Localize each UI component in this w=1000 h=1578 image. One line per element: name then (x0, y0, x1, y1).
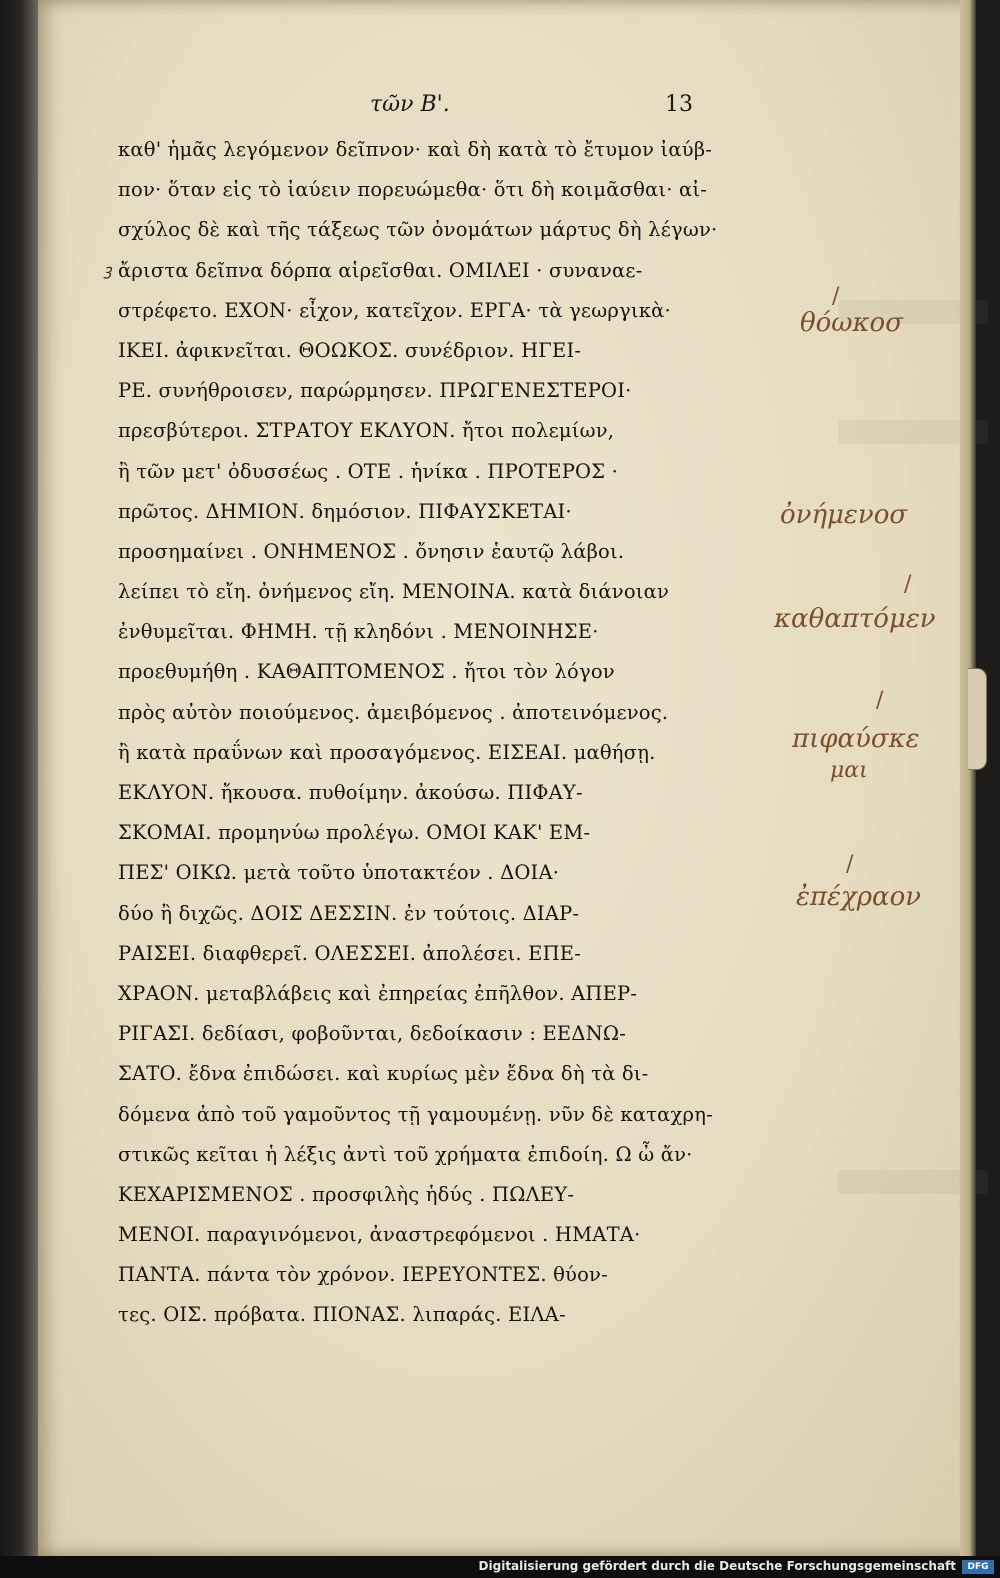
text-line: ΡΕ. συνήθροισεν, παρώρμησεν. ΠΡΩΓΕΝΕΣΤΕΡΟΙ· (118, 379, 632, 403)
text-line: ΚΕΧΑΡΙΣΜΕΝΟΣ . προσφιλὴς ἡδύς . ΠΩΛΕΥ- (118, 1182, 575, 1206)
marginal-accent: / (876, 688, 884, 713)
text-line: πρὸς αὐτὸν ποιούμενος. ἀμειβόμενος . ἀποτεινόμενος. (118, 700, 669, 724)
text-line: δόμενα ἀπὸ τοῦ γαμοῦντος τῇ γαμουμένῃ. νῦν δὲ καταχρη- (118, 1102, 713, 1126)
funding-credit: Digitalisierung gefördert durch die Deutsche Forschungsgemeinschaft (478, 1559, 956, 1573)
marginal-note: μαι (830, 758, 868, 783)
page-number: 13 (665, 92, 693, 117)
text-line: ΣΚΟΜΑΙ. προμηνύω προλέγω. ΟΜΟΙ ΚΑΚ' ΕΜ- (118, 821, 591, 845)
text-line: ΣΑΤΟ. ἔδνα ἐπιδώσει. καὶ κυρίως μὲν ἔδνα δὴ τὰ δι- (118, 1062, 649, 1086)
text-line: προεθυμήθη . ΚΑΘΑΠΤΟΜΕΝΟΣ . ἤτοι τὸν λόγον (118, 660, 615, 684)
text-line: λείπει τὸ εἴη. ὀνήμενος εἴη. ΜΕΝΟΙΝΑ. κατὰ διάνοιαν (118, 580, 670, 604)
marginal-note: ἐπέχραον (796, 882, 922, 912)
text-line: δύο ἢ διχῶς. ΔΟΙΣ ΔΕΣΣΙΝ. ἐν τούτοις. ΔΙΑΡ- (118, 901, 580, 925)
text-line: ἢ κατὰ πραΰνων καὶ προσαγόμενος. ΕΙΣΕΑΙ. μαθήσῃ. (118, 740, 656, 764)
text-line: ΠΑΝΤΑ. πάντα τὸν χρόνον. ΙΕΡΕΥΟΝΤΕΣ. θύον- (118, 1263, 608, 1287)
text-line: ΕΚΛΥΟΝ. ἤκουσα. πυθοίμην. ἀκούσω. ΠΙΦΑΥ- (118, 781, 583, 804)
running-head (100, 92, 780, 128)
page-fore-edge (960, 0, 976, 1556)
text-line: πρῶτος. ΔΗΜΙΟΝ. δημόσιον. ΠΙΦΑΥΣΚΕΤΑΙ· (118, 499, 572, 523)
marginal-note: πιφαύσκε (792, 724, 920, 754)
text-line: ἄριστα δεῖπνα δόρπα αἱρεῖσθαι. ΟΜΙΛΕΙ · συναναε- (118, 258, 643, 282)
marginal-accent: / (832, 284, 840, 309)
text-line: στικῶς κεῖται ἡ λέξις ἀντὶ τοῦ χρήματα ἐπιδοίη. Ω ὦ ἄν· (118, 1142, 693, 1166)
footer-bar (0, 1556, 1000, 1578)
page-tab (968, 668, 987, 770)
text-line: ἐνθυμεῖται. ΦΗΜΗ. τῇ κληδόνι . ΜΕΝΟΙΝΗΣΕ· (118, 620, 599, 644)
marginal-note: θόωκοσ (800, 308, 903, 338)
text-line: πον· ὅταν εἰς τὸ ἰαύειν πορευώμεθα· ὅτι δὴ κοιμᾶσθαι· αἰ- (118, 178, 708, 202)
text-line: ΡΑΙΣΕΙ. διαφθερεῖ. ΟΛΕΣΣΕΙ. ἀπολέσει. ΕΠΕ- (118, 941, 582, 965)
text-line: πρεσβύτεροι. ΣΤΡΑΤΟΥ ΕΚΛΥΟΝ. ἤτοι πολεμίων, (118, 419, 615, 443)
text-line: ἢ τῶν μετ' ὀδυσσέως . ΟΤΕ . ἡνίκα . ΠΡΟΤΕΡΟΣ · (118, 459, 619, 483)
marginal-note: ὀνήμενοσ (780, 500, 908, 530)
text-line: ΜΕΝΟΙ. παραγινόμενοι, ἀναστρεφόμενοι . ΗΜΑΤΑ· (118, 1223, 641, 1247)
text-line: ΠΕΣ' ΟΙΚΩ. μετὰ τοῦτο ὑποτακτέον . ΔΟΙΑ· (118, 861, 560, 885)
text-line: τες. ΟΙΣ. πρόβατα. ΠΙΟΝΑΣ. λιπαράς. ΕΙΛΑ- (118, 1303, 566, 1327)
marginal-note: καθαπτόμεν (774, 604, 936, 634)
dfg-logo: DFG (962, 1560, 994, 1574)
margin-line-marker: ꝫ (104, 261, 112, 279)
text-line: ΙΚΕΙ. ἀφικνεῖται. ΘΟΩΚΟΣ. συνέδριον. ΗΓΕΙ- (118, 338, 582, 362)
text-column (118, 130, 788, 1336)
running-title: τῶν Β'. (370, 92, 450, 117)
marginal-accent: / (846, 852, 854, 877)
text-line: προσημαίνει . ΟΝΗΜΕΝΟΣ . ὄνησιν ἑαυτῷ λάβοι. (118, 539, 625, 563)
book-binding-edge (0, 0, 38, 1560)
marginal-accent: / (904, 572, 912, 597)
text-line: στρέφετο. ΕΧΟΝ· εἶχον, κατεῖχον. ΕΡΓΑ· τὰ γεωργικὰ· (118, 298, 671, 322)
text-line: ΡΙΓΑΣΙ. δεδίασι, φοβοῦνται, δεδοίκασιν : ΕΕΔΝΩ- (118, 1022, 627, 1046)
text-line: σχύλος δὲ καὶ τῆς τάξεως τῶν ὀνομάτων μάρτυς δὴ λέγων· (118, 218, 718, 242)
text-line: ΧΡΑΟΝ. μεταβλάβεις καὶ ἐπηρείας ἐπῆλθον. ΑΠΕΡ- (118, 981, 638, 1005)
text-line: καθ' ἡμᾶς λεγόμενον δεῖπνον· καὶ δὴ κατὰ τὸ ἔτυμον ἰαύβ- (118, 138, 713, 161)
